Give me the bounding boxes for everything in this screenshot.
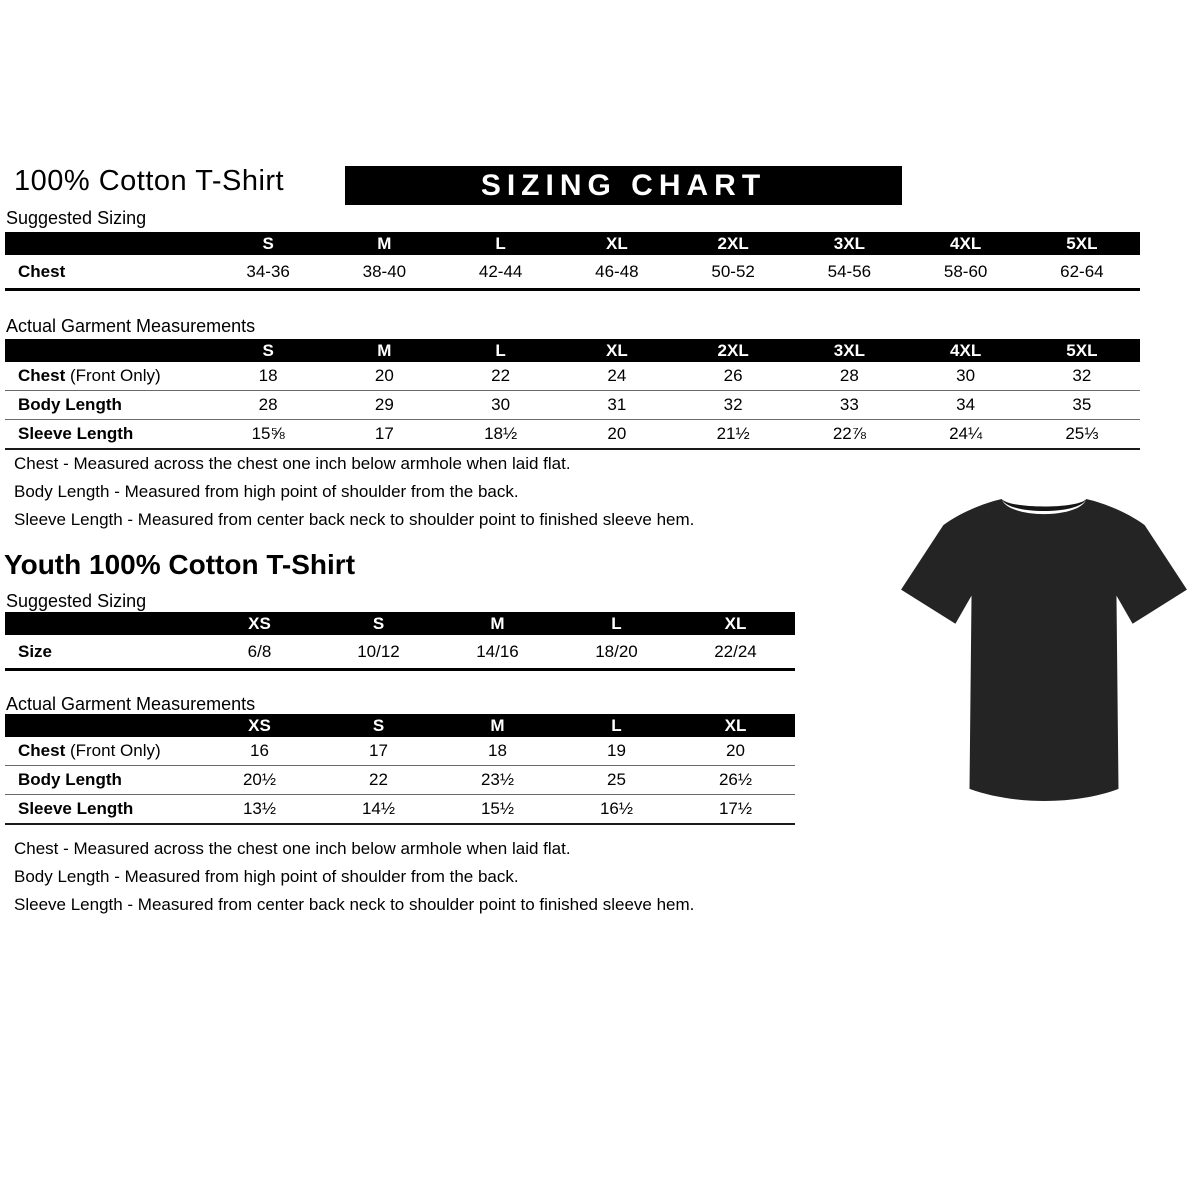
table-row-body-length (5, 766, 795, 795)
cell: 17½ (676, 795, 795, 825)
adult-actual-header-row (5, 339, 1140, 362)
cell: 25 (557, 766, 676, 795)
column-header-m: M (438, 714, 557, 737)
cell: 20 (559, 420, 675, 450)
youth-suggested-sizing-table (5, 612, 795, 671)
youth-actual-header-row (5, 714, 795, 737)
youth-measurement-notes (14, 840, 694, 924)
cell: 24 (559, 362, 675, 391)
cell: 14½ (319, 795, 438, 825)
cell: 24¼ (908, 420, 1024, 450)
page-title: 100% Cotton T-Shirt (14, 165, 285, 197)
cell: 18 (210, 362, 326, 391)
cell: 26½ (676, 766, 795, 795)
cell: 22 (319, 766, 438, 795)
table-row-size (5, 635, 795, 670)
column-header-l: L (557, 612, 676, 635)
cell: 22/24 (676, 635, 795, 670)
cell: 18 (438, 737, 557, 766)
column-header-2xl: 2XL (675, 232, 791, 255)
column-header-xl: XL (559, 339, 675, 362)
cell: 25⅓ (1024, 420, 1140, 450)
column-header-xl: XL (676, 714, 795, 737)
cell: 34 (908, 391, 1024, 420)
cell: 29 (326, 391, 442, 420)
table-row-chest-front-only (5, 362, 1140, 391)
note-body-length: Body Length - Measured from high point of shoulder from the back. (14, 867, 519, 886)
column-header-l: L (443, 232, 559, 255)
row-label: Sleeve Length (5, 420, 210, 450)
cell: 16½ (557, 795, 676, 825)
cell: 46-48 (559, 255, 675, 290)
cell: 62-64 (1024, 255, 1140, 290)
table-row-sleeve-length (5, 420, 1140, 450)
cell: 15½ (438, 795, 557, 825)
cell: 58-60 (908, 255, 1024, 290)
cell: 28 (791, 362, 907, 391)
column-header-2xl: 2XL (675, 339, 791, 362)
tshirt-body (901, 499, 1187, 801)
cell: 14/16 (438, 635, 557, 670)
column-header-xl: XL (676, 612, 795, 635)
cell: 28 (210, 391, 326, 420)
column-header-s: S (210, 339, 326, 362)
youth-page-title: Youth 100% Cotton T-Shirt (4, 549, 356, 580)
note-chest: Chest - Measured across the chest one inch below armhole when laid flat. (14, 454, 571, 473)
cell: 30 (443, 391, 559, 420)
note-sleeve-length: Sleeve Length - Measured from center back neck to shoulder point to finished sleeve hem. (14, 895, 695, 914)
tshirt-collar (1002, 499, 1087, 511)
column-header-s: S (319, 714, 438, 737)
row-label: Chest (Front Only) (5, 362, 210, 391)
youth-suggested-header-row (5, 612, 795, 635)
row-label: Size (5, 635, 200, 670)
adult-measurement-notes (14, 455, 694, 539)
cell: 20½ (200, 766, 319, 795)
row-label: Body Length (5, 766, 200, 795)
column-header-5xl: 5XL (1024, 232, 1140, 255)
corner-cell (5, 714, 200, 737)
youth-actual-measurements-table (5, 714, 795, 825)
column-header-xs: XS (200, 714, 319, 737)
column-header-l: L (557, 714, 676, 737)
cell: 33 (791, 391, 907, 420)
sizing-chart-banner (345, 166, 902, 205)
column-header-s: S (319, 612, 438, 635)
adult-suggested-sizing-table (5, 232, 1140, 291)
corner-cell (5, 339, 210, 362)
table-row-chest-front-only (5, 737, 795, 766)
cell: 23½ (438, 766, 557, 795)
table-row-body-length (5, 391, 1140, 420)
corner-cell (5, 232, 210, 255)
cell: 21½ (675, 420, 791, 450)
column-header-m: M (326, 232, 442, 255)
note-chest: Chest - Measured across the chest one inch below armhole when laid flat. (14, 839, 571, 858)
cell: 38-40 (326, 255, 442, 290)
row-label: Chest (5, 255, 210, 290)
youth-actual-measurements-label: Actual Garment Measurements (6, 694, 256, 714)
column-header-4xl: 4XL (908, 232, 1024, 255)
cell: 54-56 (791, 255, 907, 290)
cell: 20 (676, 737, 795, 766)
column-header-5xl: 5XL (1024, 339, 1140, 362)
table-row-chest (5, 255, 1140, 290)
cell: 30 (908, 362, 1024, 391)
cell: 35 (1024, 391, 1140, 420)
cell: 13½ (200, 795, 319, 825)
column-header-3xl: 3XL (791, 232, 907, 255)
column-header-s: S (210, 232, 326, 255)
cell: 22 (443, 362, 559, 391)
row-label: Sleeve Length (5, 795, 200, 825)
cell: 42-44 (443, 255, 559, 290)
cell: 50-52 (675, 255, 791, 290)
cell: 32 (1024, 362, 1140, 391)
adult-actual-measurements-label: Actual Garment Measurements (6, 316, 256, 336)
column-header-xl: XL (559, 232, 675, 255)
cell: 32 (675, 391, 791, 420)
cell: 18/20 (557, 635, 676, 670)
cell: 19 (557, 737, 676, 766)
adult-suggested-header-row (5, 232, 1140, 255)
cell: 18½ (443, 420, 559, 450)
cell: 16 (200, 737, 319, 766)
tshirt-icon (893, 468, 1195, 840)
cell: 22⅞ (791, 420, 907, 450)
column-header-4xl: 4XL (908, 339, 1024, 362)
cell: 17 (326, 420, 442, 450)
cell: 26 (675, 362, 791, 391)
cell: 6/8 (200, 635, 319, 670)
cell: 20 (326, 362, 442, 391)
column-header-3xl: 3XL (791, 339, 907, 362)
row-label: Chest (Front Only) (5, 737, 200, 766)
cell: 34-36 (210, 255, 326, 290)
cell: 10/12 (319, 635, 438, 670)
note-sleeve-length: Sleeve Length - Measured from center back neck to shoulder point to finished sleeve hem. (14, 510, 695, 529)
tshirt-image (893, 468, 1195, 840)
column-header-m: M (438, 612, 557, 635)
adult-actual-measurements-table (5, 339, 1140, 450)
adult-suggested-sizing-label: Suggested Sizing (6, 208, 147, 228)
column-header-l: L (443, 339, 559, 362)
column-header-xs: XS (200, 612, 319, 635)
note-body-length: Body Length - Measured from high point of shoulder from the back. (14, 482, 519, 501)
cell: 17 (319, 737, 438, 766)
youth-suggested-sizing-label: Suggested Sizing (6, 591, 147, 611)
cell: 15⅝ (210, 420, 326, 450)
corner-cell (5, 612, 200, 635)
cell: 31 (559, 391, 675, 420)
table-row-sleeve-length (5, 795, 795, 825)
row-label: Body Length (5, 391, 210, 420)
column-header-m: M (326, 339, 442, 362)
sizing-chart-banner-text: SIZING CHART (480, 168, 767, 202)
